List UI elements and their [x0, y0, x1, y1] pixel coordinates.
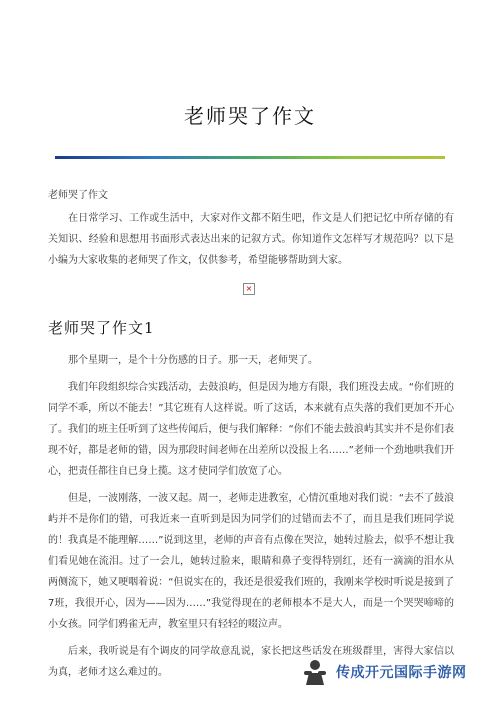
- essay-paragraph: 但是，一波刚落，一波又起。周一，老师走进教室，心情沉重地对我们说：“去不了鼓浪屿并不是你们的错，可我近来一直听到是因为同学们的过错而去不了，而且是我们班同学说的！我真是不能理解……”说到这里，老师的声音有点像在哭泣，她转过脸去，似乎不想让我们看见她在流泪。过了一会儿，她转过脸来，眼睛和鼻子变得特别红，还有一滴滴的泪水从两侧流下，她又哽咽着说：“但说实在的，我还是很爱我们班的，我刚来学校时听说是接到了7班，我很开心，因为——因为……”我觉得现在的老师根本不是大人，而是一个哭哭啼啼的小女孩。同学们鸦雀无声，教室里只有轻轻的啜泣声。: [48, 493, 454, 630]
- essay-heading: 老师哭了作文1: [48, 319, 155, 337]
- section-label: 老师哭了作文: [48, 190, 108, 201]
- intro-paragraph: 在日常学习、工作或生活中，大家对作文都不陌生吧，作文是人们把记忆中所存储的有关知识、经验和思想用书面形式表达出来的记叙方式。你知道作文怎样写才规范吗？以下是小编为大家收集的老师哭了作文，仅供参考，希望能够帮助到大家。: [48, 213, 454, 266]
- document-title: 老师哭了作文: [184, 104, 316, 128]
- broken-image-icon: ×: [243, 283, 255, 295]
- essay-paragraph: 后来，我听说是有个调皮的同学故意乱说，家长把这些话发在班级群里，害得大家信以为真，老师才这么难过的。: [48, 646, 454, 678]
- essay-body: [48, 350, 454, 689]
- essay-paragraph: 那个星期一，是个十分伤感的日子。那一天，老师哭了。: [68, 355, 318, 366]
- essay-paragraph: 我们年段组织综合实践活动，去鼓浪屿，但是因为地方有限，我们班没去成。“你们班的同学不乖，所以不能去！”其它班有人这样说。听了这话，本来就有点失落的我们更加不开心了。我们的班主任听到了这些传闻后，便与我们解释：“你们不能去鼓浪屿其实并不是你们表现不好，都是老师的错，因为那段时间老师在出差所以没报上名……”老师一个劲地哄我们开心，把责任都往自已身上揽。这才使同学们放宽了心。: [48, 382, 454, 477]
- watermark: [300, 657, 467, 687]
- watermark-text: 传成开元国际手游网: [336, 665, 467, 681]
- title-divider: [55, 156, 445, 159]
- game-piece-icon: [300, 657, 330, 687]
